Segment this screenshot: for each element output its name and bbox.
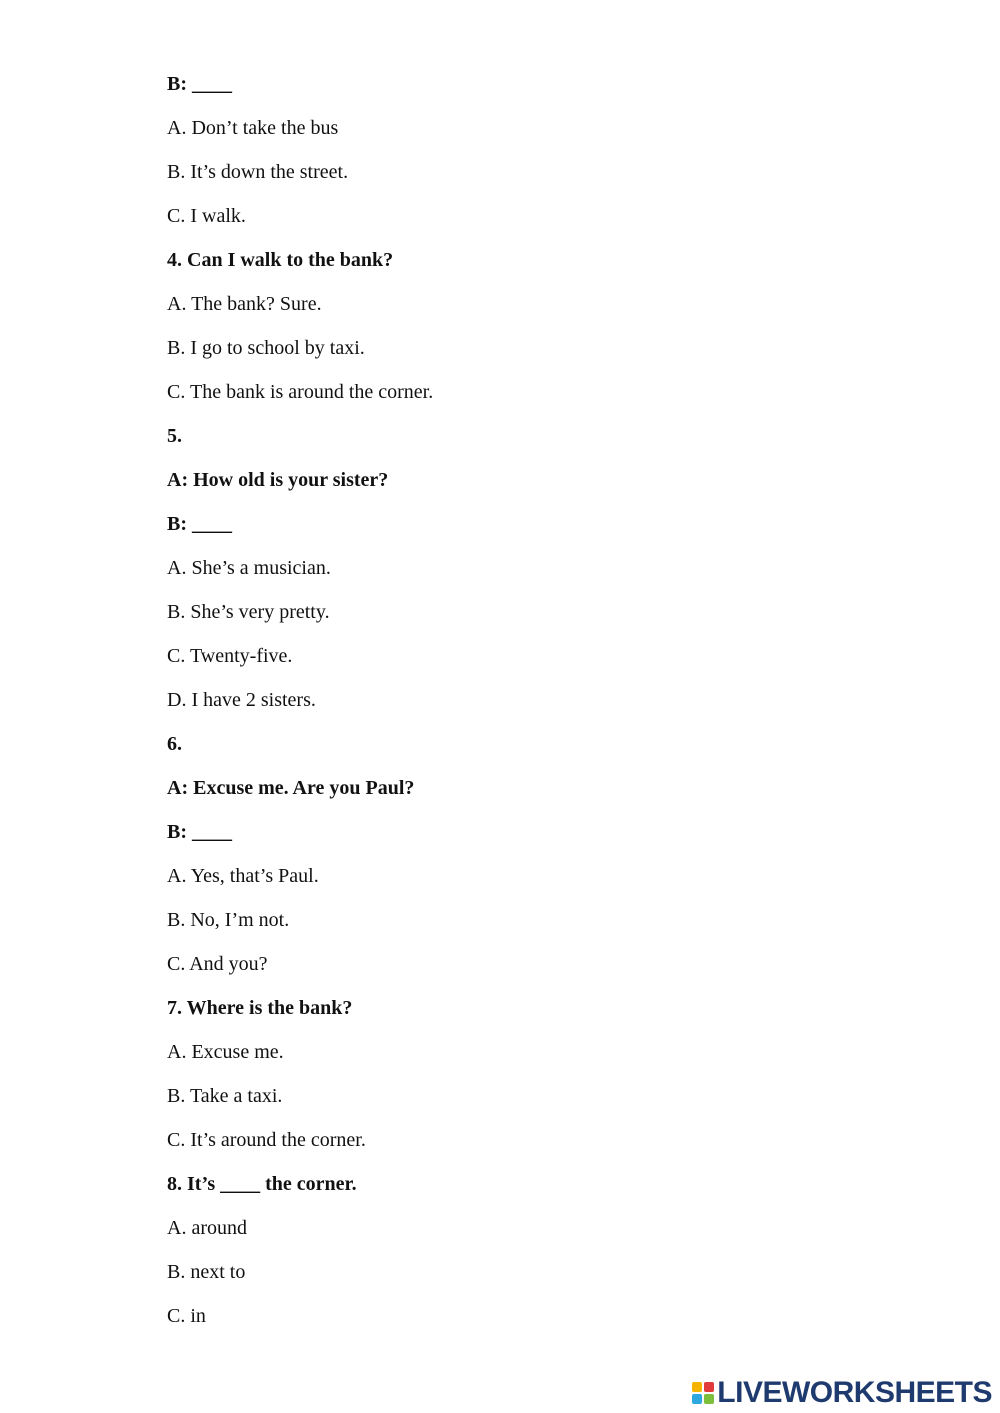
question-8: 8. It’s ____ the corner.	[167, 1173, 357, 1195]
question-7: 7. Where is the bank?	[167, 997, 353, 1019]
question-5-number: 5.	[167, 425, 182, 447]
option-5d: D. I have 2 sisters.	[167, 689, 316, 711]
option-8a: A. around	[167, 1217, 247, 1239]
logo-square-icon	[692, 1382, 702, 1392]
question-6-number: 6.	[167, 733, 182, 755]
option-3a: A. Don’t take the bus	[167, 117, 339, 139]
option-6c: C. And you?	[167, 953, 268, 975]
question-6-prompt: A: Excuse me. Are you Paul?	[167, 777, 415, 799]
option-5b: B. She’s very pretty.	[167, 601, 330, 623]
option-8b: B. next to	[167, 1261, 246, 1283]
question-5-answer-prompt: B: ____	[167, 513, 232, 535]
option-6a: A. Yes, that’s Paul.	[167, 865, 319, 887]
option-6b: B. No, I’m not.	[167, 909, 290, 931]
option-7a: A. Excuse me.	[167, 1041, 284, 1063]
logo-text: LIVEWORKSHEETS	[717, 1376, 992, 1409]
option-4c: C. The bank is around the corner.	[167, 381, 434, 403]
option-4b: B. I go to school by taxi.	[167, 337, 365, 359]
question-4: 4. Can I walk to the bank?	[167, 249, 394, 271]
logo-square-icon	[704, 1394, 714, 1404]
option-8c: C. in	[167, 1305, 206, 1327]
logo-square-icon	[692, 1394, 702, 1404]
option-5a: A. She’s a musician.	[167, 557, 331, 579]
question-5-prompt: A: How old is your sister?	[167, 469, 389, 491]
liveworksheets-logo	[692, 1376, 992, 1410]
option-5c: C. Twenty-five.	[167, 645, 293, 667]
option-3b: B. It’s down the street.	[167, 161, 349, 183]
option-3c: C. I walk.	[167, 205, 246, 227]
question-6-answer-prompt: B: ____	[167, 821, 232, 843]
option-4a: A. The bank? Sure.	[167, 293, 322, 315]
option-7c: C. It’s around the corner.	[167, 1129, 366, 1151]
logo-square-icon	[704, 1382, 714, 1392]
option-7b: B. Take a taxi.	[167, 1085, 283, 1107]
question-3-answer-prompt: B: ____	[167, 73, 232, 95]
logo-grid-icon	[692, 1382, 714, 1404]
